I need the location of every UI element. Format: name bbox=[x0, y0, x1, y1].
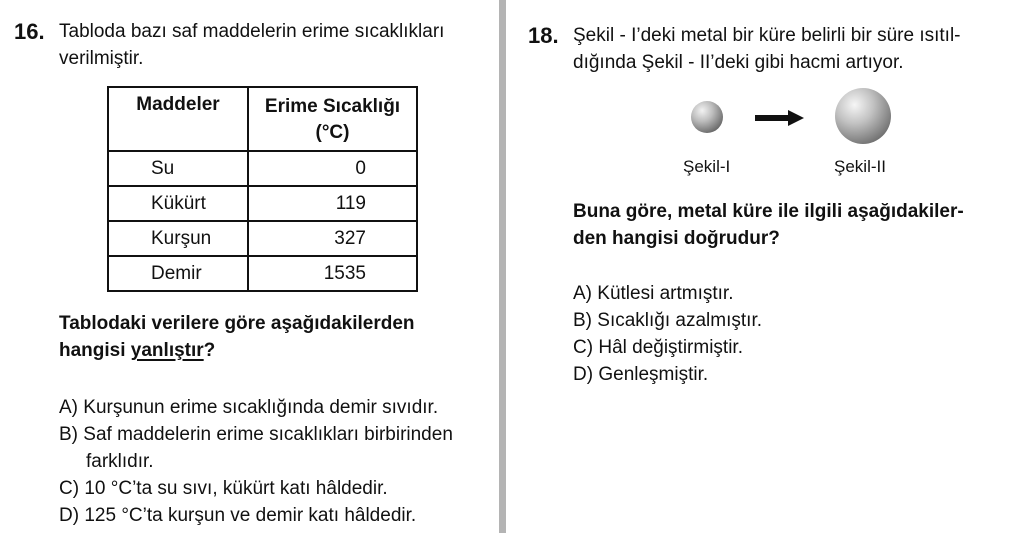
table-row bbox=[108, 256, 417, 291]
option-text: 125 °C’ta kurşun ve demir katı hâldedir. bbox=[84, 505, 417, 526]
option-letter: C) bbox=[573, 337, 594, 358]
question-text-line1: Tabloda bazı saf maddelerin erime sıcaklıkları bbox=[59, 21, 445, 42]
prompt-prefix: hangisi bbox=[59, 340, 131, 361]
question-number: 18. bbox=[528, 23, 559, 48]
option-letter: D) bbox=[59, 505, 80, 526]
column-divider bbox=[499, 0, 506, 533]
question-number: 16. bbox=[14, 19, 45, 44]
option-text: Saf maddelerin erime sıcaklıkları birbirinden bbox=[83, 424, 453, 445]
figure-label-2: Şekil-II bbox=[834, 157, 886, 176]
option-letter: C) bbox=[59, 478, 80, 499]
table-cell-name: Demir bbox=[108, 256, 248, 291]
figure-label-1: Şekil-I bbox=[683, 157, 731, 176]
option-b-continuation: farklıdır. bbox=[86, 451, 154, 472]
question-prompt-line1: Tablodaki verilere göre aşağıdakilerden bbox=[59, 313, 415, 334]
option-a[interactable] bbox=[573, 283, 733, 305]
table-header-melting-point bbox=[248, 87, 417, 151]
small-sphere-image bbox=[691, 101, 723, 133]
question-prompt-line2: den hangisi doğrudur? bbox=[573, 228, 780, 249]
option-letter: A) bbox=[59, 397, 78, 418]
option-letter: A) bbox=[573, 283, 592, 304]
arrow-icon bbox=[755, 115, 789, 121]
option-d[interactable] bbox=[573, 364, 708, 386]
option-text: Genleşmiştir. bbox=[598, 364, 709, 385]
table-row bbox=[108, 151, 417, 186]
table-cell-value: 1535 bbox=[248, 256, 417, 291]
option-letter: B) bbox=[573, 310, 592, 331]
option-text: Kütlesi artmıştır. bbox=[597, 283, 734, 304]
table-cell-name: Kurşun bbox=[108, 221, 248, 256]
table-cell-name: Su bbox=[108, 151, 248, 186]
table-cell-value: 0 bbox=[248, 151, 417, 186]
table-cell-value: 119 bbox=[248, 186, 417, 221]
option-letter: D) bbox=[573, 364, 594, 385]
option-text: 10 °C’ta su sıvı, kükürt katı hâldedir. bbox=[84, 478, 388, 499]
option-letter: B) bbox=[59, 424, 78, 445]
header-line2: (°C) bbox=[315, 122, 350, 143]
table-header-substances: Maddeler bbox=[108, 87, 248, 151]
arrow-head-icon bbox=[788, 110, 804, 126]
option-a[interactable] bbox=[59, 397, 438, 419]
option-b[interactable] bbox=[573, 310, 762, 332]
table-row bbox=[108, 186, 417, 221]
header-line1: Erime Sıcaklığı bbox=[264, 96, 401, 117]
option-text: Sıcaklığı azalmıştır. bbox=[597, 310, 763, 331]
option-d[interactable] bbox=[59, 505, 416, 527]
option-text: Hâl değiştirmiştir. bbox=[598, 337, 743, 358]
question-prompt-line2 bbox=[59, 340, 215, 362]
question-text-line2: verilmiştir. bbox=[59, 48, 144, 69]
table-header-row bbox=[108, 87, 417, 151]
melting-point-table bbox=[107, 86, 418, 292]
option-c[interactable] bbox=[59, 478, 388, 500]
table-cell-name: Kükürt bbox=[108, 186, 248, 221]
prompt-suffix: ? bbox=[203, 340, 216, 361]
table-row bbox=[108, 221, 417, 256]
option-text: Kurşunun erime sıcaklığında demir sıvıdır. bbox=[83, 397, 439, 418]
question-text-line2: dığında Şekil - II’deki gibi hacmi artıyor. bbox=[573, 52, 904, 73]
prompt-underlined-word: yanlıştır bbox=[130, 340, 204, 361]
table-cell-value: 327 bbox=[248, 221, 417, 256]
option-c[interactable] bbox=[573, 337, 743, 359]
question-prompt-line1: Buna göre, metal küre ile ilgili aşağıdakiler- bbox=[573, 201, 964, 222]
option-b[interactable] bbox=[59, 424, 453, 446]
question-text-line1: Şekil - I’deki metal bir küre belirli bir süre ısıtıl- bbox=[573, 25, 961, 46]
large-sphere-image bbox=[835, 88, 891, 144]
